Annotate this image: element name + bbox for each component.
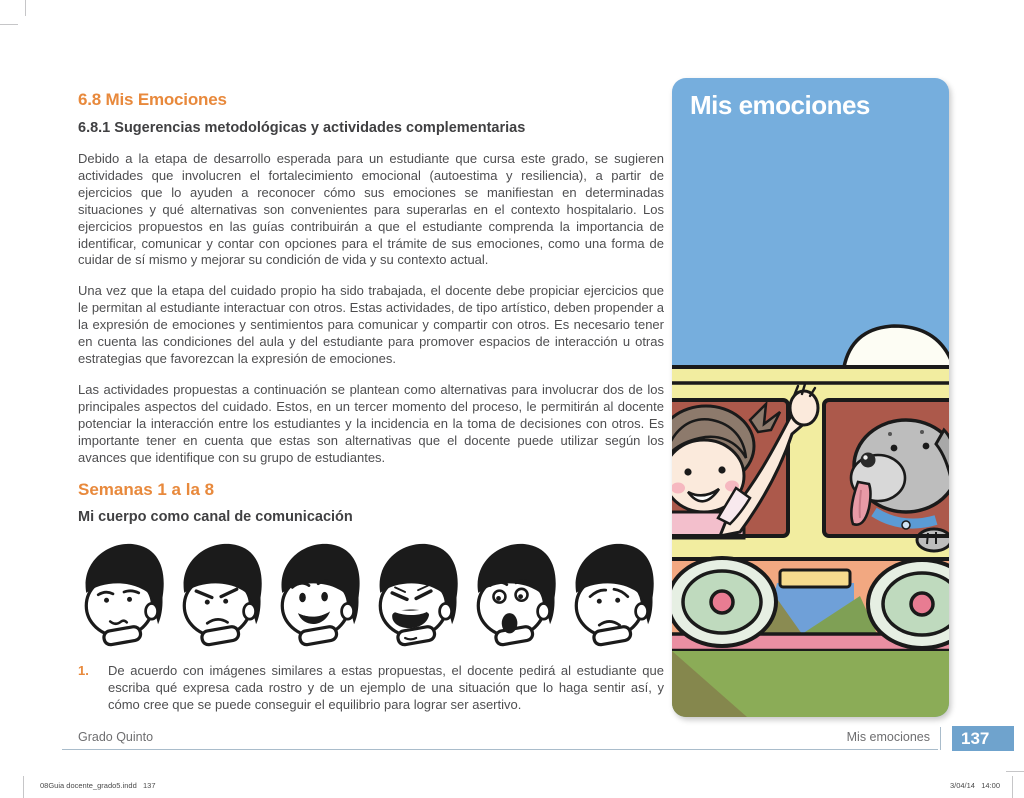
paragraph-3: Las actividades propuestas a continuación se plantean como alternativas para involucrar dos de los principales aspectos del cuidado. Estos, en un tercer momento del proceso, le permitirán al docente potenciar la interacción entre los estudiantes y la incidencia en la toma de decisiones con otros. Es importante tener en cuenta que estas son alternativas que el docente puede utilizar según los avances que identifique con su grupo de estudiantes. [78,381,664,465]
paragraph-1: Debido a la etapa de desarrollo esperada para un estudiante que cursa este grado, se sugieren actividades que involucren el fortalecimiento emocional (autoestima y resiliencia), a partir de ejercicios que lo ayuden a reconocer cómo sus emociones se manifiestan en determinadas situaciones y qué alternativas son convenientes para superarlas en el contexto hospitalario. Los ejercicios propuestos en las guías contribuirán a que el estudiante comprenda la importancia de identificar, comunicar y contar con opciones para el trámite de sus emociones, como una forma de cuidar de sí mismo y mejorar su condición de vida y su contexto actual. [78,151,664,268]
dog-paw [917,529,949,551]
crop-mark-bottom-right-h [1006,771,1024,772]
paragraph-2: Una vez que la etapa del cuidado propio ha sido trabajada, el docente debe propiciar ejercicios que le permitan al estudiante interactuar con otros. Estas actividades, de tipo artístico, deben propender a la expresión de emociones y sentimientos para comunicar y compartir con otros. Es necesario tener en cuenta las condiciones del aula y del estudiante para promover espacios de interacción u otras estrategias que favorezcan la expresión de emociones. [78,283,664,366]
side-panel [672,78,949,717]
print-filename: 08Guia docente_grado5.indd 137 [40,781,156,790]
panel-title: Mis emociones [690,90,870,120]
subsection-heading: 6.8.1 Sugerencias metodológicas y actividades complementarias [78,120,526,136]
emotion-faces-row [78,533,664,651]
roof-dome [844,326,949,367]
footer-section-label: Mis emociones [846,730,930,744]
numbered-item-1 [78,663,664,714]
footer-grade-label: Grado Quinto [78,730,154,744]
section-heading: 6.8 Mis Emociones [78,90,227,109]
page-number-badge: 137 [952,726,1014,751]
crop-mark-top-left-h [0,24,18,25]
footer-separator [940,727,941,750]
emotion-face-triste-icon [568,533,660,651]
emotion-face-furioso-icon [372,533,464,651]
crop-mark-top-left-v [25,0,26,16]
emotion-face-sorprendido-icon [470,533,562,651]
footer-rule [62,749,938,750]
text-column [78,90,664,714]
emotion-face-serio-icon [78,533,170,651]
print-datetime: 3/04/14 14:00 [949,781,1000,790]
bus-with-girl-and-dog-illustration [672,78,949,717]
crop-mark-bottom-right-v [1012,776,1013,798]
crop-mark-bottom-left-v [23,776,24,798]
item-number: 1. [78,663,89,679]
emotion-face-feliz-icon [274,533,366,651]
activity-heading: Mi cuerpo como canal de comunicación [78,509,353,526]
item-text: De acuerdo con imágenes similares a estas propuestas, el docente pedirá al estudiante que escriba qué expresa cada rostro y de un ejemplo de una situación que lo haga sentir así, y cómo cree que se puede conseguir el equilibrio para lograr ser asertivo. [108,663,664,713]
week-heading: Semanas 1 a la 8 [78,480,215,500]
wheel-left [672,558,776,646]
emotion-face-enojado-icon [176,533,268,651]
bus-step [780,570,850,587]
